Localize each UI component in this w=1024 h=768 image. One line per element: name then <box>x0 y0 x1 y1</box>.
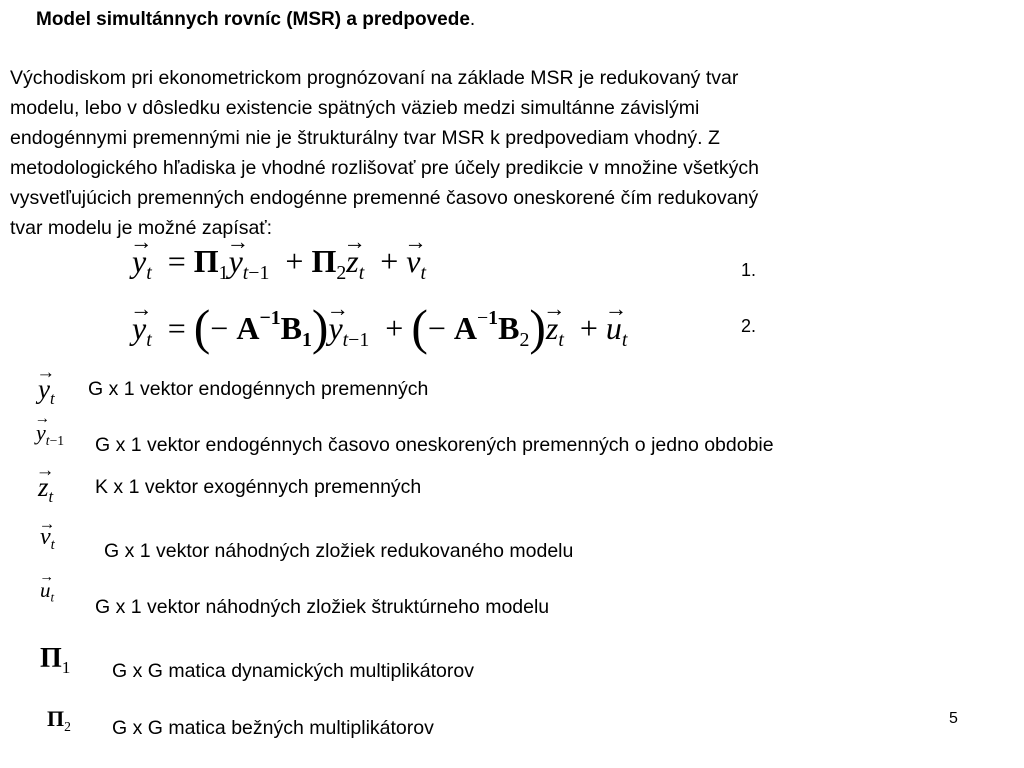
symbol-y-t: → $y_t$ <box>38 374 55 405</box>
equation-1: → $y_t = \Pi_1\to y_{t-1} + \Pi_2\to z_t$ + → $v_t$ <box>132 243 426 280</box>
intro-line: metodologického hľadiska je vhodné rozlišovať pre účely predikcie v množine všetkých <box>10 157 759 179</box>
intro-line: vysvetľujúcich premenných endogénne premenné časovo oneskorené čím redukovaný <box>10 187 759 209</box>
intro-line: endogénnymi premennými nie je štrukturálny tvar MSR k predpovediam vhodný. Z <box>10 127 720 149</box>
page-number: 5 <box>949 710 958 727</box>
legend-text: G x 1 vektor náhodných zložiek štruktúrneho modelu <box>95 596 550 618</box>
equation-number-2: 2. <box>741 316 757 336</box>
legend-text: G x 1 vektor náhodných zložiek redukovaného modelu <box>104 540 574 562</box>
symbol-pi-2: $\Pi_2$ <box>47 706 71 734</box>
legend-text: G x G matica bežných multiplikátorov <box>112 717 434 739</box>
symbol-u-t: → $u_t$ <box>40 578 54 603</box>
equation-number-1: 1. <box>741 260 757 280</box>
legend-text: G x G matica dynamických multiplikátorov <box>112 660 474 682</box>
intro-paragraph <box>10 63 1015 243</box>
intro-line: modelu, lebo v dôsledku existencie spätných väzieb medzi simultánne závislými <box>10 97 700 119</box>
legend-text: K x 1 vektor exogénnych premenných <box>95 476 422 498</box>
equation-2: → $y_t$ = (− $A^{-1}B_1)\to y_{t-1}$ + (− $A^{-1}B_2)\to z_t$ + → $u_t$ <box>132 299 627 356</box>
symbol-y-t-1: → $y_{t-1}$ <box>36 420 64 446</box>
symbol-pi-1: $\Pi_1$ <box>40 643 71 678</box>
slide-title: Model simultánnych rovníc (MSR) a predpovede. <box>36 9 476 30</box>
intro-line: Východiskom pri ekonometrickom prognózovaní na základe MSR je redukovaný tvar <box>10 67 739 89</box>
symbol-v-t: → $v_t$ <box>40 524 55 551</box>
legend-text: G x 1 vektor endogénnych premenných <box>88 378 429 400</box>
legend-text: G x 1 vektor endogénnych časovo oneskorených premenných o jedno obdobie <box>95 434 774 456</box>
intro-line: tvar modelu je možné zapísať: <box>10 217 273 239</box>
symbol-z-t: → $z_t$ <box>38 472 53 503</box>
